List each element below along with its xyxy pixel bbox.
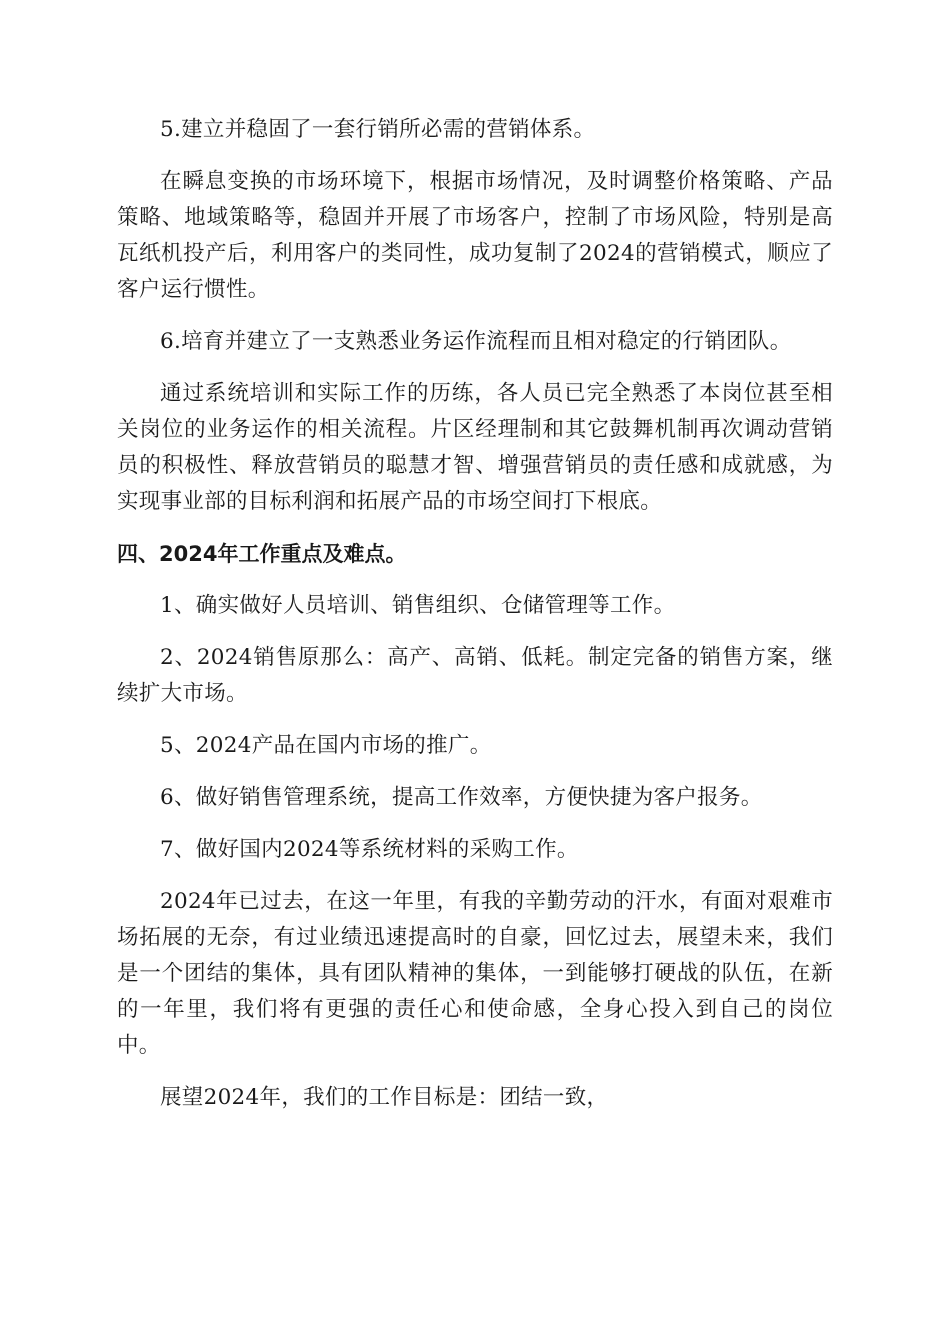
section-4-heading: 四、2024年工作重点及难点。 bbox=[117, 542, 407, 566]
list-item-5: 5、2024产品在国内市场的推广。 bbox=[160, 733, 492, 758]
list-item-1: 1、确实做好人员培训、销售组织、仓储管理等工作。 bbox=[160, 593, 676, 618]
paragraph-5-body: 在瞬息变换的市场环境下，根据市场情况，及时调整价格策略、产品策略、地域策略等，稳固并开展了市场客户，控制了市场风险，特别是高瓦纸机投产后，利用客户的类同性，成功复制了2024的营销模式，顺应了客户运行惯性。 bbox=[117, 169, 833, 302]
list-item-2: 2、2024销售原那么：高产、高销、低耗。制定完备的销售方案，继续扩大市场。 bbox=[117, 645, 833, 706]
paragraph-5-title: 5.建立并稳固了一套行销所必需的营销体系。 bbox=[160, 117, 596, 142]
document-page bbox=[117, 112, 833, 1132]
list-item-6: 6、做好销售管理系统，提高工作效率，方便快捷为客户报务。 bbox=[160, 785, 763, 810]
paragraph-6-title: 6.培育并建立了一支熟悉业务运作流程而且相对稳定的行销团队。 bbox=[160, 329, 792, 354]
list-item-7: 7、做好国内2024等系统材料的采购工作。 bbox=[160, 837, 579, 862]
closing-paragraph: 2024年已过去，在这一年里，有我的辛勤劳动的汗水，有面对艰难市场拓展的无奈，有过业绩迅速提高时的自豪，回忆过去，展望未来，我们是一个团结的集体，具有团队精神的集体，一到能够打硬战的队伍，在新的一年里，我们将有更强的责任心和使命感，全身心投入到自己的岗位中。 bbox=[117, 889, 833, 1058]
paragraph-6-body: 通过系统培训和实际工作的历练，各人员已完全熟悉了本岗位甚至相关岗位的业务运作的相关流程。片区经理制和其它鼓舞机制再次调动营销员的积极性、释放营销员的聪慧才智、增强营销员的责任感和成就感，为实现事业部的目标利润和拓展产品的市场空间打下根底。 bbox=[117, 381, 833, 514]
outlook-paragraph: 展望2024年，我们的工作目标是：团结一致， bbox=[160, 1085, 609, 1110]
